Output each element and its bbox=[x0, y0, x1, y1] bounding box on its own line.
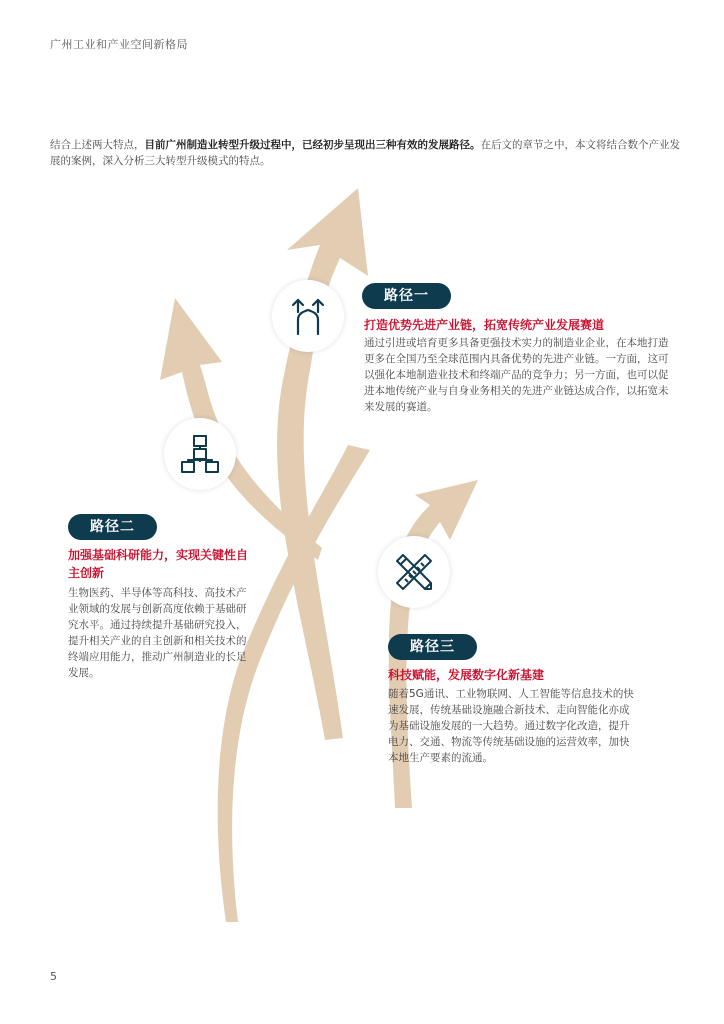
intro-suffix: 在后文的章节之中，本文将结合数个产业发展的案例，深入分析三大转型升级模式的特点。 bbox=[50, 139, 680, 167]
header-title: 广州工业和产业空间新格局 bbox=[50, 38, 188, 51]
route-three-badge: 路径三 bbox=[388, 634, 477, 660]
pencil-ruler-icon bbox=[391, 549, 437, 595]
route-three-title: 科技赋能，发展数字化新基建 bbox=[388, 668, 545, 682]
route-three-body: 随着5G通讯、工业物联网、人工智能等信息技术的快速发展，传统基础设施融合新技术、走向智能化亦成为基础设施发展的一大趋势。通过数字化改造，提升电力、交通、物流等传统基础设施的运营效率，加快本地生产要素的流通。 bbox=[388, 688, 634, 764]
intro-prefix: 结合上述两大特点， bbox=[50, 139, 145, 151]
route-one-icon-circle bbox=[272, 280, 344, 352]
page-number: 5 bbox=[50, 970, 57, 983]
route-two-icon-circle bbox=[164, 418, 236, 490]
diverging-arrows-icon bbox=[286, 294, 330, 338]
route-one-title: 打造优势先进产业链，拓宽传统产业发展赛道 bbox=[364, 318, 605, 332]
intro-bold: 目前广州制造业转型升级过程中，已经初步呈现出三种有效的发展路径。 bbox=[144, 139, 481, 151]
route-three-icon-circle bbox=[378, 536, 450, 608]
route-two-body: 生物医药、半导体等高科技、高技术产业领域的发展与创新高度依赖于基础研究水平。通过持续提升基础研究投入，提升相关产业的自主创新和相关技术的终端应用能力，推动广州制造业的长足发展。 bbox=[68, 587, 247, 679]
route-one-body: 通过引进或培育更多具备更强技术实力的制造业企业，在本地打造更多在全国乃至全球范围内具备优势的先进产业链。一方面，这可以强化本地制造业技术和终端产品的竞争力；另一方面，也可以促进本地传统产业与自身业务相关的先进产业链达成合作，以拓宽未来发展的赛道。 bbox=[364, 337, 669, 413]
route-two-badge: 路径二 bbox=[68, 514, 157, 540]
route-two-title: 加强基础科研能力，实现关键性自主创新 bbox=[68, 548, 249, 580]
route-one-badge: 路径一 bbox=[362, 283, 451, 309]
hierarchy-icon bbox=[178, 432, 222, 476]
